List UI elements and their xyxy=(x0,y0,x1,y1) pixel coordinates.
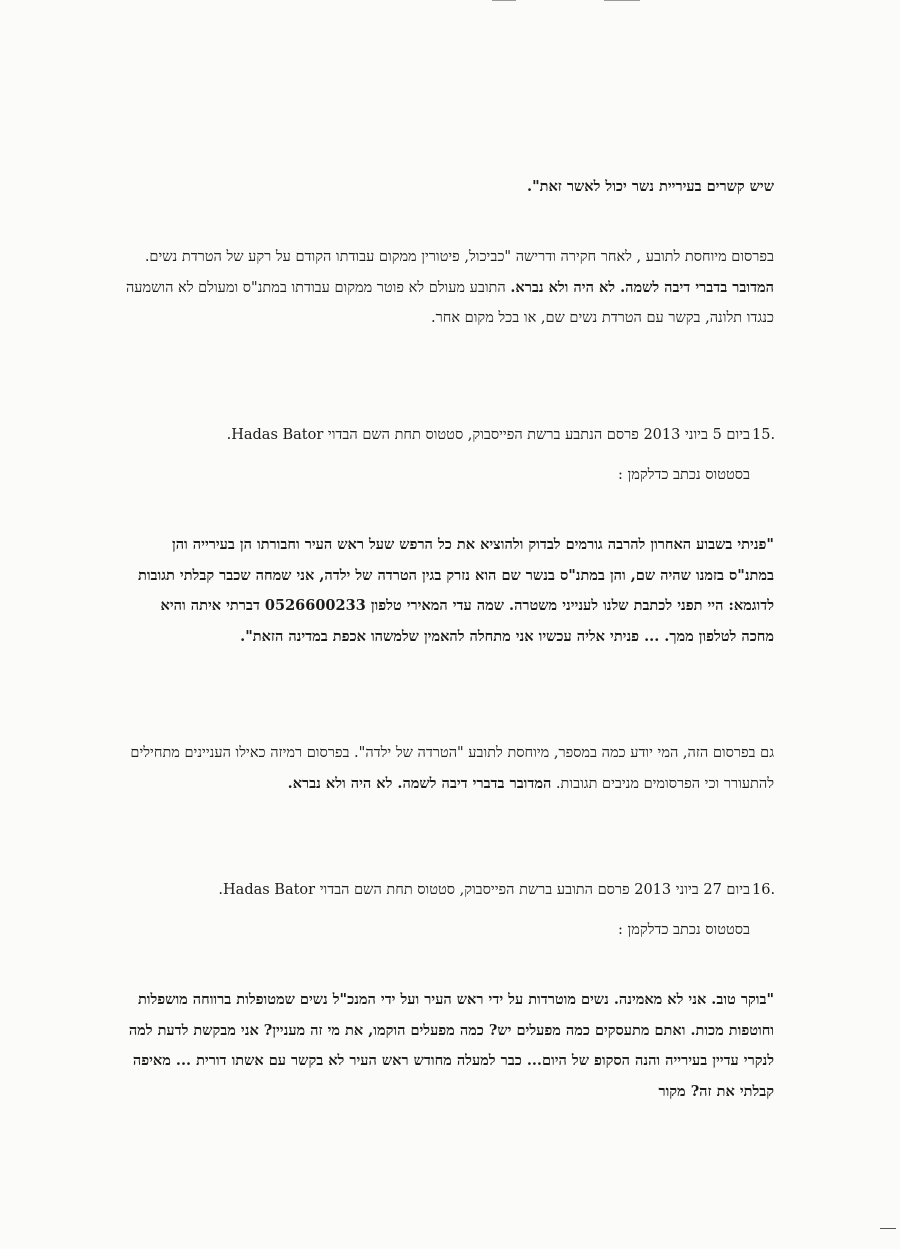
text-run-bold: המדובר בדברי דיבה לשמה. לא היה ולא נברא. xyxy=(287,774,552,792)
text-run: גם בפרסום הזה, המי יודע כמה במספר, מיוחסת לתובע "הטרדה של ילדה". בפרסום רמיזה כאילו העניינים מתחילים להתעורר וכי הפרסומים מניבים תגובות. xyxy=(130,745,774,792)
item-15-subtext: בסטטוס נכתב כדלקמן : xyxy=(618,467,750,483)
paragraph-15-commentary xyxy=(124,738,774,799)
item-16-subtext: בסטטוס נכתב כדלקמן : xyxy=(618,922,750,938)
scan-mark xyxy=(880,1228,896,1229)
paragraph-continuation: שיש קשרים בעיריית נשר יכול לאשר זאת". xyxy=(527,178,774,195)
item-16-number: 16. xyxy=(752,882,776,898)
text-run-bold: המדובר בדברי דיבה לשמה. לא היה ולא נברא. xyxy=(510,278,774,296)
quote-15: "פניתי בשבוע האחרון להרבה גורמים לבדוק ולהוציא את כל הרפש שעל ראש העיר וחבורתו הן בעירייה והן במתנ"ס בזמנו שהיה שם, והן במתנ"ס בנשר שם הוא נזרק בגין הטרדה של ילדה, אני שמחה שכבר קבלתי תגובות לדוגמא: היי תפני לכתבת שלנו לענייני משטרה. שמה עדי המאירי טלפון 0526600233 דברתי איתה והיא מחכה לטלפון ממך. ... פניתי אליה עכשיו אני מתחלה להאמין שלמשהו אכפת במדינה הזאת". xyxy=(137,536,774,645)
paragraph-14-body xyxy=(124,242,774,334)
item-15-number: 15. xyxy=(752,427,776,443)
quote-16: "בוקר טוב. אני לא מאמינה. נשים מוטרדות על ידי ראש העיר ועל ידי המנכ"ל נשים שמטופלות ברווחה מושפלות וחוטפות מכות. ואתם מתעסקים כמה מפעלים יש? כמה מפעלים הוקמו, את מי זה מעניין? אני מבקשת לדעת למה לנקרי עדיין בעירייה והנה הסקופ של היום... כבר למעלה מחודש ראש העיר לא בקשר עם אשתו דורית ... מאיפה קבלתי את זה? מקור xyxy=(128,991,774,1100)
item-15-text: ביום 5 ביוני 2013 פרסם הנתבע ברשת הפייסבוק, סטטוס תחת השם הבדוי Hadas Bator. xyxy=(226,427,750,443)
scan-mark xyxy=(604,0,640,1)
scan-mark xyxy=(492,0,516,1)
item-16-text: ביום 27 ביוני 2013 פרסם התובע ברשת הפייסבוק, סטטוס תחת השם הבדוי Hadas Bator. xyxy=(218,882,750,898)
text-run: בפרסום מיוחסת לתובע , לאחר חקירה ודרישה "כביכול, פיטורין ממקום עבודתו הקודם על רקע של הטרדת נשים. xyxy=(144,249,774,265)
text-run: התובע מעולם לא פוטר ממקום עבודתו במתנ"ס ומעולם לא הושמעה כנגדו תלונה, בקשר עם הטרדת נשים שם, או בכל מקום אחר. xyxy=(125,279,774,326)
